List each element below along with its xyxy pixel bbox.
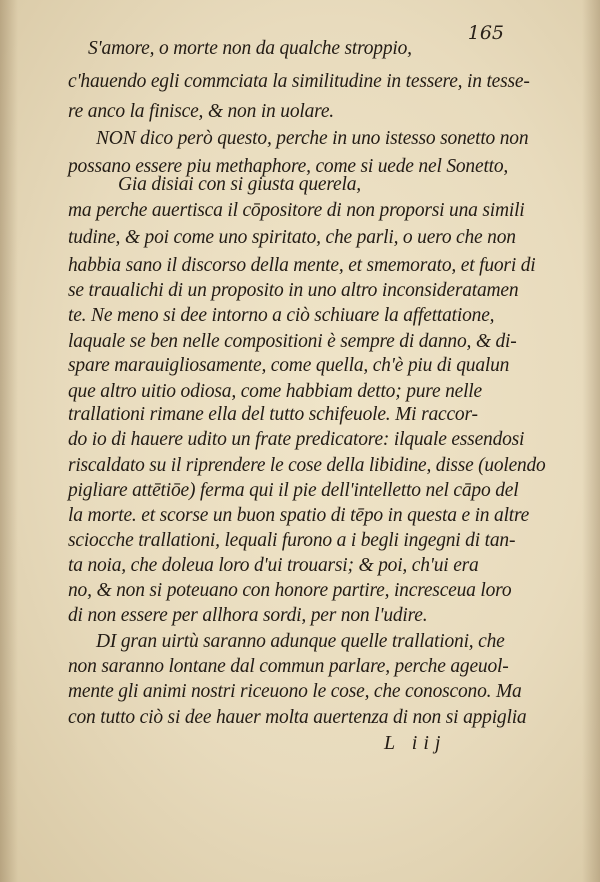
text-line: habbia sano il discorso della mente, et smemorato, et fuori di xyxy=(68,255,536,276)
text-line: DI gran uirtù saranno adunque quelle trallationi, che xyxy=(96,631,505,652)
text-line: no, & non si poteuano con honore partire, incresceua loro xyxy=(68,580,512,601)
text-line: re anco la finisce, & non in uolare. xyxy=(68,101,334,122)
text-line: di non essere per allhora sordi, per non l'udire. xyxy=(68,605,428,626)
text-line: pigliare attētiōe) ferma qui il pie dell'intelletto nel cāpo del xyxy=(68,480,519,501)
text-line: do io di hauere udito un frate predicatore: ilquale essendosi xyxy=(68,429,525,450)
text-line: spare marauigliosamente, come quella, ch'è piu di qualun xyxy=(68,355,510,376)
text-line: non saranno lontane dal commun parlare, perche ageuol- xyxy=(68,656,509,677)
page-number: 165 xyxy=(467,22,504,44)
text-line: trallationi rimane ella del tutto schifeuole. Mi raccor- xyxy=(68,404,478,425)
text-line: ma perche auertisca il cōpositore di non proporsi una simili xyxy=(68,200,525,221)
text-line: Gia disiai con si giusta querela, xyxy=(118,174,361,195)
text-line: se traualichi di un proposito in uno altro inconsideratamen xyxy=(68,280,519,301)
text-line: tudine, & poi come uno spiritato, che parli, o uero che non xyxy=(68,227,516,248)
text-line: S'amore, o morte non da qualche stroppio, xyxy=(88,38,412,59)
text-line: la morte. et scorse un buon spatio di tēpo in questa e in altre xyxy=(68,505,530,526)
signature-mark: L iij xyxy=(384,732,447,754)
text-line: mente gli animi nostri riceuono le cose, che conoscono. Ma xyxy=(68,681,522,702)
text-line: con tutto ciò si dee hauer molta auertenza di non si appiglia xyxy=(68,707,527,728)
text-line: que altro uitio odiosa, come habbiam detto; pure nelle xyxy=(68,381,482,402)
text-line: te. Ne meno si dee intorno a ciò schiuare la affettatione, xyxy=(68,305,495,326)
text-line: c'hauendo egli commciata la similitudine in tessere, in tesse- xyxy=(68,71,530,92)
text-line: ta noia, che doleua loro d'ui trouarsi; & poi, ch'ui era xyxy=(68,555,479,576)
text-line: laquale se ben nelle compositioni è sempre di danno, & di- xyxy=(68,331,517,352)
text-line: riscaldato su il riprendere le cose della libidine, disse (uolendo xyxy=(68,455,546,476)
text-line: sciocche trallationi, lequali furono a i begli ingegni di tan- xyxy=(68,530,516,551)
text-line: NON dico però questo, perche in uno istesso sonetto non xyxy=(96,128,529,149)
text-line: possano essere piu methaphore, come si uede nel Sonetto, xyxy=(68,156,509,177)
